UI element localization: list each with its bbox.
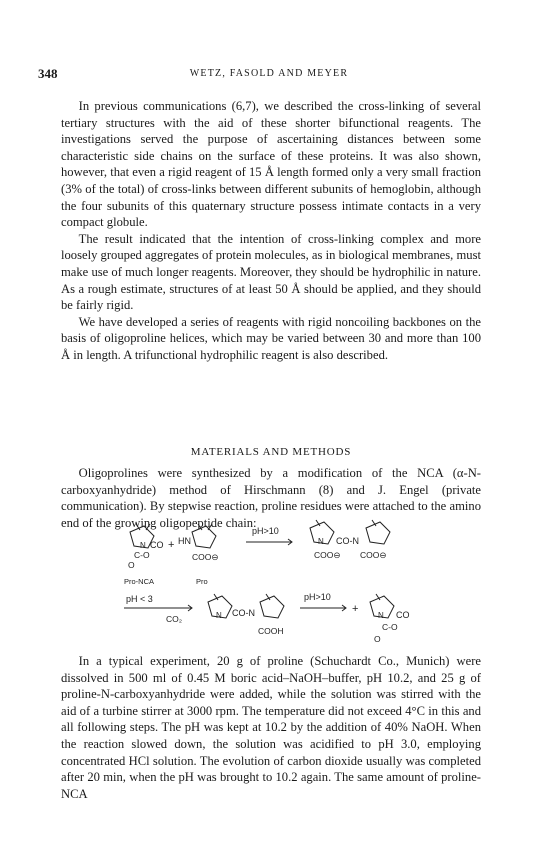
arrow-2-label: pH < 3 [126, 594, 153, 604]
co2-label: CO₂ [166, 614, 183, 624]
proline-hn-label: HN [178, 536, 191, 546]
nca-reagent-n-label: N [378, 611, 384, 620]
nca-o-label: O [128, 560, 135, 570]
pro-nca-caption: Pro-NCA [124, 577, 155, 586]
intro-section [61, 98, 481, 364]
arrow-3-label: pH>10 [304, 592, 331, 602]
experiment-paragraph: In a typical experiment, 20 g of proline (Schuchardt Co., Munich) were dissolved in 500 ml of 0.45 M boric acid–NaOH–buffer, pH 10.2, and 25 g of proline-N-carboxyanhydride were added, while the solution was stirred with the aid of a turbine stirrer at 3000 rpm. The temperature did not exceed 4°C in this and all following steps. The pH was kept at 10.2 by the addition of 40% NaOH. When the reaction slowed down, the solution was acidified to pH 3.0, employing concentrated HCl solution. The evolution of carbon dioxide usually was completed after 20 min, when the pH was brought to 10.2 again. The same amount of proline-NCA [61, 654, 481, 801]
amino-dipeptide-n-label: N [216, 611, 222, 620]
pro-caption: Pro [196, 577, 208, 586]
dipeptide-coo-1: COO⊖ [314, 550, 341, 560]
proline-structure [192, 524, 216, 548]
dipeptide-n-label: N [318, 537, 324, 546]
experiment-section [61, 653, 481, 802]
page-header [38, 66, 500, 82]
arrow-1-label: pH>10 [252, 526, 279, 536]
nca-reagent-co-label: CO [396, 610, 410, 620]
dipeptide-coo-2: COO⊖ [360, 550, 387, 560]
intro-paragraph-2: The result indicated that the intention of cross-linking complex and more loosely grouped aggregates of protein molecules, as in biological membranes, must make use of much longer reagents. Moreover, they should be hydrophilic in nature. As a rough estimate, structures of at least 50 Å should be applied, and they should be fairly rigid. [61, 231, 481, 313]
nca-n-label: N [140, 541, 146, 550]
intro-paragraph-3: We have developed a series of reagents with rigid noncoiling backbones on the basis of oligoproline helices, which may be varied between 30 and more than 100 Å in length. A trifunctional hydrophilic reagent is also described. [61, 314, 481, 362]
nca-co-label: CO [150, 540, 164, 550]
nca-c-o-label: C-O [134, 550, 150, 560]
plus-sign-2: + [352, 603, 359, 615]
plus-sign-1: + [168, 539, 175, 551]
running-head: WETZ, FASOLD AND MEYER [189, 68, 349, 79]
cooh-label: COOH [258, 626, 284, 636]
amino-dipeptide-co-n-label: CO-N [232, 608, 255, 618]
section-heading: MATERIALS AND METHODS [190, 446, 352, 458]
proline-coo-label: COO⊖ [192, 552, 219, 562]
page-number: 348 [38, 66, 58, 81]
methods-paragraph: Oligoprolines were synthesized by a modification of the NCA (α-N-carboxyanhydride) method of Hirschmann (8) and J. Engel (private communication). By stepwise reaction, proline residues were attached to the amino end of the growing oligopeptide chain: [61, 466, 481, 530]
dipeptide-co-n-label: CO-N [336, 536, 359, 546]
nca-reagent-o-label: O [374, 634, 381, 644]
intro-paragraph-1: In previous communications (6,7), we described the cross-linking of several tertiary structures with the aid of these shorter bifunctional reagents. The investigations served the purpose of ascertaining distances between some characteristic side chains on the surface of these proteins. It was also shown, however, that even a rigid reagent of 15 Å length formed only a very small fraction (3% of the total) of cross-links between different subunits of hemoglobin, although the four subunits of this quaternary structure possess intimate contacts in a very compact globule. [61, 99, 481, 230]
reaction-scheme [120, 518, 420, 648]
nca-reagent-c-o-label: C-O [382, 622, 398, 632]
